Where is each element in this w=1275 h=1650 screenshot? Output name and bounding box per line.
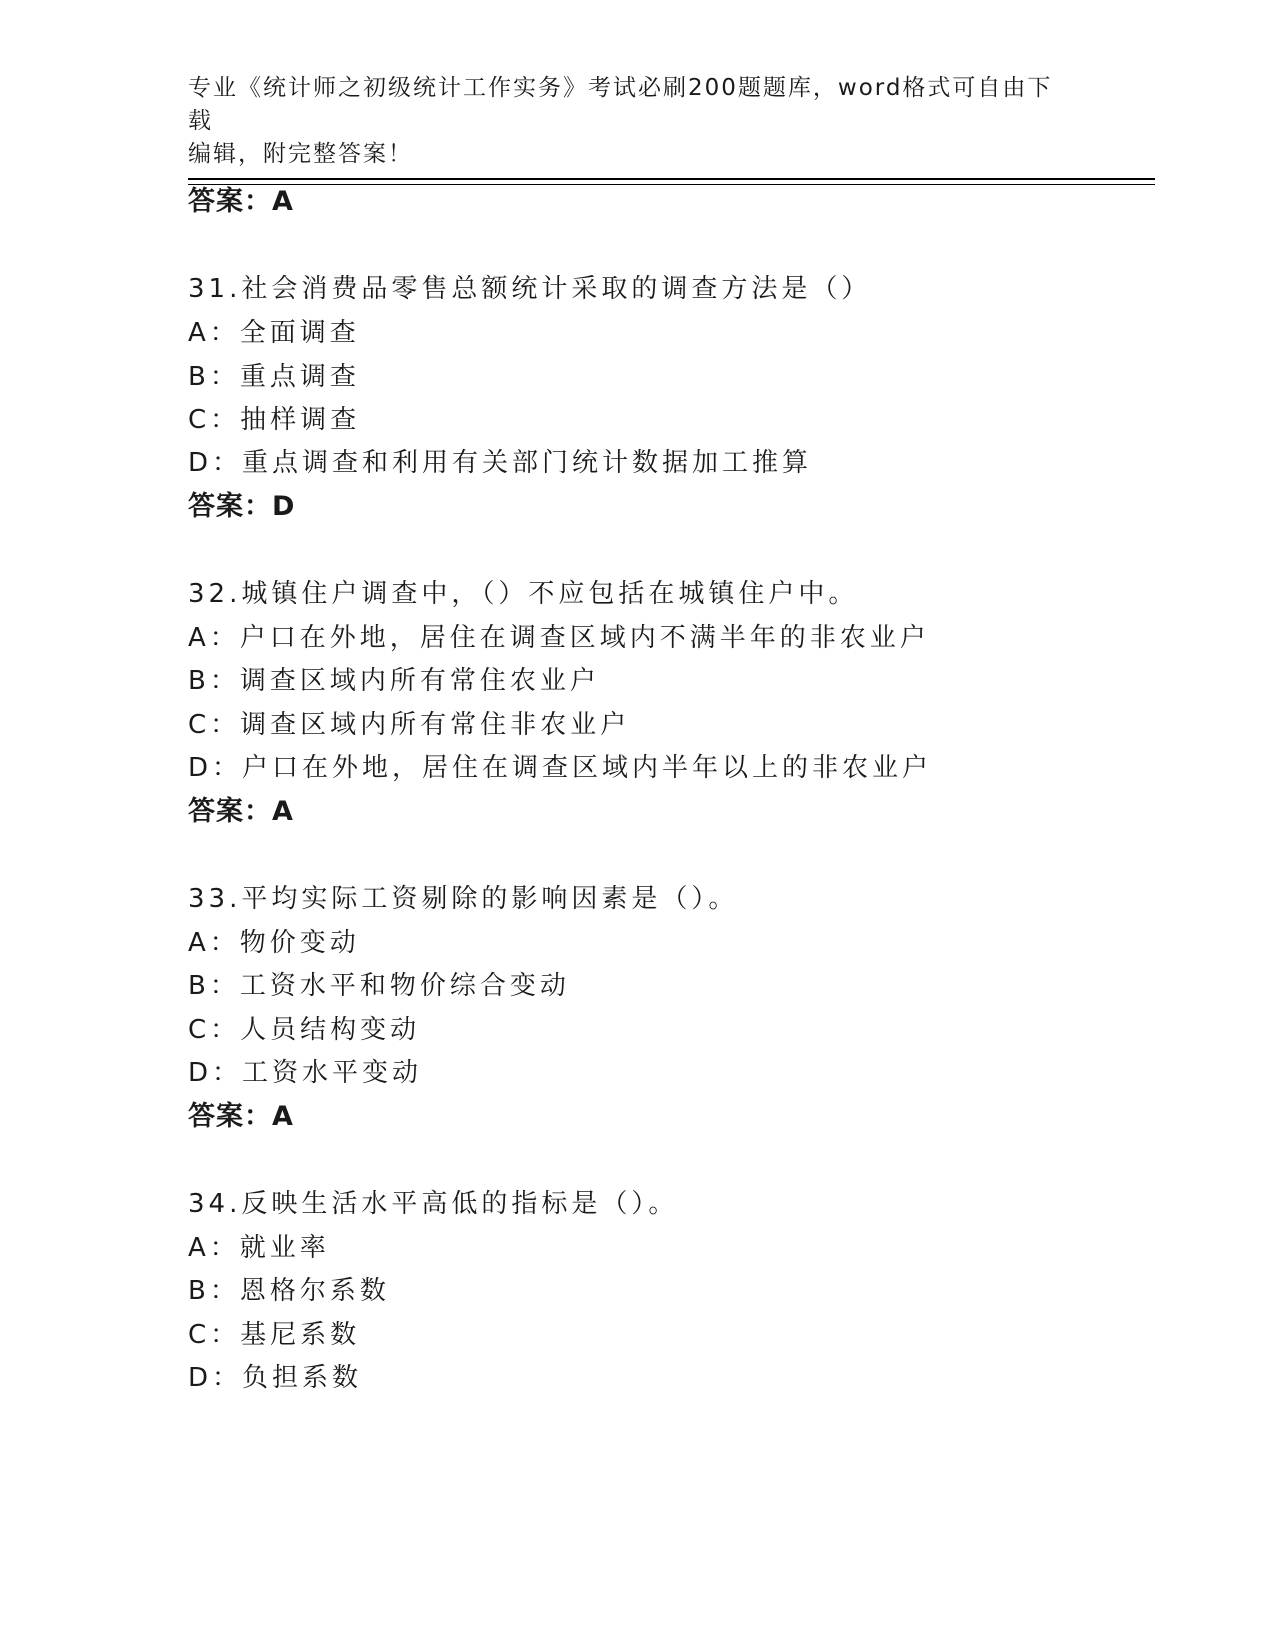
question-31-stem: 31.社会消费品零售总额统计采取的调查方法是（）	[188, 274, 872, 304]
question-33-option-a: A：物价变动	[188, 928, 360, 958]
question-33-option-c: C：人员结构变动	[188, 1015, 421, 1045]
question-32-answer: 答案：A	[188, 796, 294, 827]
header-line-1: 专业《统计师之初级统计工作实务》考试必刷200题题库，word格式可自由下载	[188, 75, 1053, 134]
question-33-option-b: B：工资水平和物价综合变动	[188, 971, 570, 1001]
question-33-answer: 答案：A	[188, 1101, 294, 1132]
question-34-stem: 34.反映生活水平高低的指标是（）。	[188, 1189, 679, 1219]
question-32-option-b: B：调查区域内所有常住农业户	[188, 666, 600, 696]
question-31-option-a: A：全面调查	[188, 318, 360, 348]
header-divider-thick	[188, 178, 1155, 180]
question-34-option-c: C：基尼系数	[188, 1320, 361, 1350]
question-32-option-d: D：户口在外地，居住在调查区域内半年以上的非农业户	[188, 753, 933, 783]
question-32-option-a: A：户口在外地，居住在调查区域内不满半年的非农业户	[188, 623, 930, 653]
question-31-option-c: C：抽样调查	[188, 405, 361, 435]
question-34-option-d: D：负担系数	[188, 1363, 363, 1393]
question-31-answer: 答案：D	[188, 491, 296, 522]
question-33-option-d: D：工资水平变动	[188, 1058, 423, 1088]
header-divider-thin	[188, 184, 1155, 185]
previous-answer: 答案：A	[188, 186, 294, 217]
question-31-option-d: D：重点调查和利用有关部门统计数据加工推算	[188, 448, 813, 478]
document-header	[188, 72, 1068, 171]
question-34-option-b: B：恩格尔系数	[188, 1276, 390, 1306]
question-33-stem: 33.平均实际工资剔除的影响因素是（）。	[188, 884, 739, 914]
header-line-2: 编辑，附完整答案！	[188, 141, 413, 167]
question-32-stem: 32.城镇住户调查中，（）不应包括在城镇住户中。	[188, 579, 859, 609]
question-31-option-b: B：重点调查	[188, 362, 360, 392]
question-32-option-c: C：调查区域内所有常住非农业户	[188, 710, 631, 740]
question-34-option-a: A：就业率	[188, 1233, 330, 1263]
